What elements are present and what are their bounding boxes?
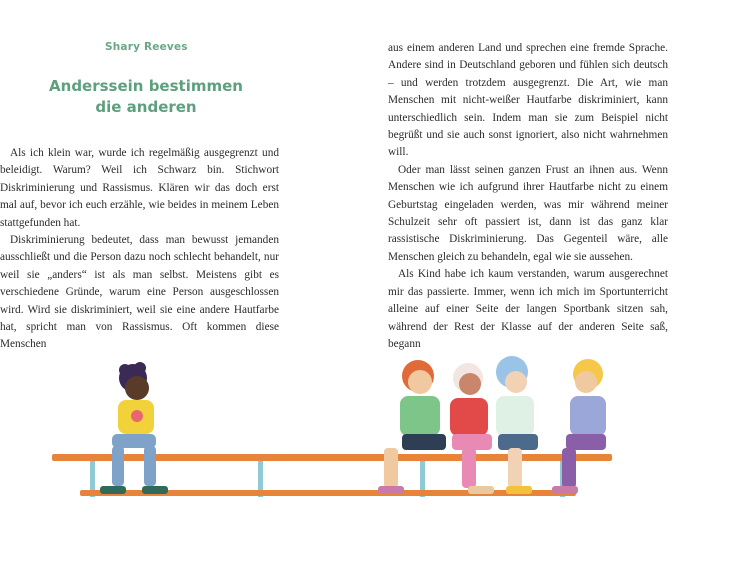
left-column-text [0, 145, 279, 354]
child-1 [378, 360, 446, 494]
child-2 [450, 363, 494, 494]
right-paragraph-1: aus einem anderen Land und sprechen eine fremde Sprache. Andere sind in Deutschland geboren und fühlen sich deutsch – und werden trotzdem ausgegrenzt. Die Art, wie man Menschen mit nicht-weißer Hautfarbe diskriminiert, kann unterschiedlich sein. Indem man sie zum Beispiel nicht begrüßt und sie auch sonst ignoriert, also nicht wahrnehmen will. [388, 42, 668, 159]
right-paragraph-3: Als Kind habe ich kaum verstanden, warum ausgerechnet mir das passierte. Immer, wenn ich mich im Sportunterricht alleine auf einer Seite der langen Sportbank sitzen sah, während der Rest der Klasse auf der anderen Seite saß, begann [388, 268, 668, 350]
left-paragraph-1: Als ich klein war, wurde ich regelmäßig ausgegrenzt und beleidigt. Warum? Weil ich Schwarz bin. Stichwort Diskriminierung und Rassismus. Klären wir das doch erst mal auf, bevor ich euch erzähle, wie beides in meinem Leben stattgefunden hat. [0, 147, 279, 229]
left-paragraph-2: Diskriminierung bedeutet, dass man bewusst jemanden ausschließt und die Person dazu noch schlecht behandelt, nur weil sie „anders“ ist als man selbst. Meistens gibt es verschiedene Gründe, warum eine Person ausgeschlossen wird. Wird sie diskriminiert, weil sie eine andere Hautfarbe hat, spricht man von Rassismus. Oft kommen diese Menschen [0, 234, 279, 351]
child-alone [100, 362, 168, 494]
author-name: Shary Reeves [105, 41, 188, 53]
right-paragraph-2: Oder man lässt seinen ganzen Frust an ihnen aus. Wenn Menschen wie ich aufgrund ihrer Hautfarbe nicht zu einem Geburtstag eingeladen werden, was mir während meiner Schulzeit sehr oft passiert ist, dann ist das ganz klar rassistische Diskriminierung. Das Gegenteil wäre, alle Menschen gleich zu behandeln, egal wie sie aussehen. [388, 163, 668, 263]
children-on-bench-illustration [0, 330, 733, 530]
chapter-title [36, 76, 256, 118]
title-line-2: die anderen [95, 98, 197, 116]
child-3 [496, 356, 538, 494]
title-line-1: Anderssein bestimmen [49, 77, 243, 95]
right-column-text [388, 40, 668, 353]
